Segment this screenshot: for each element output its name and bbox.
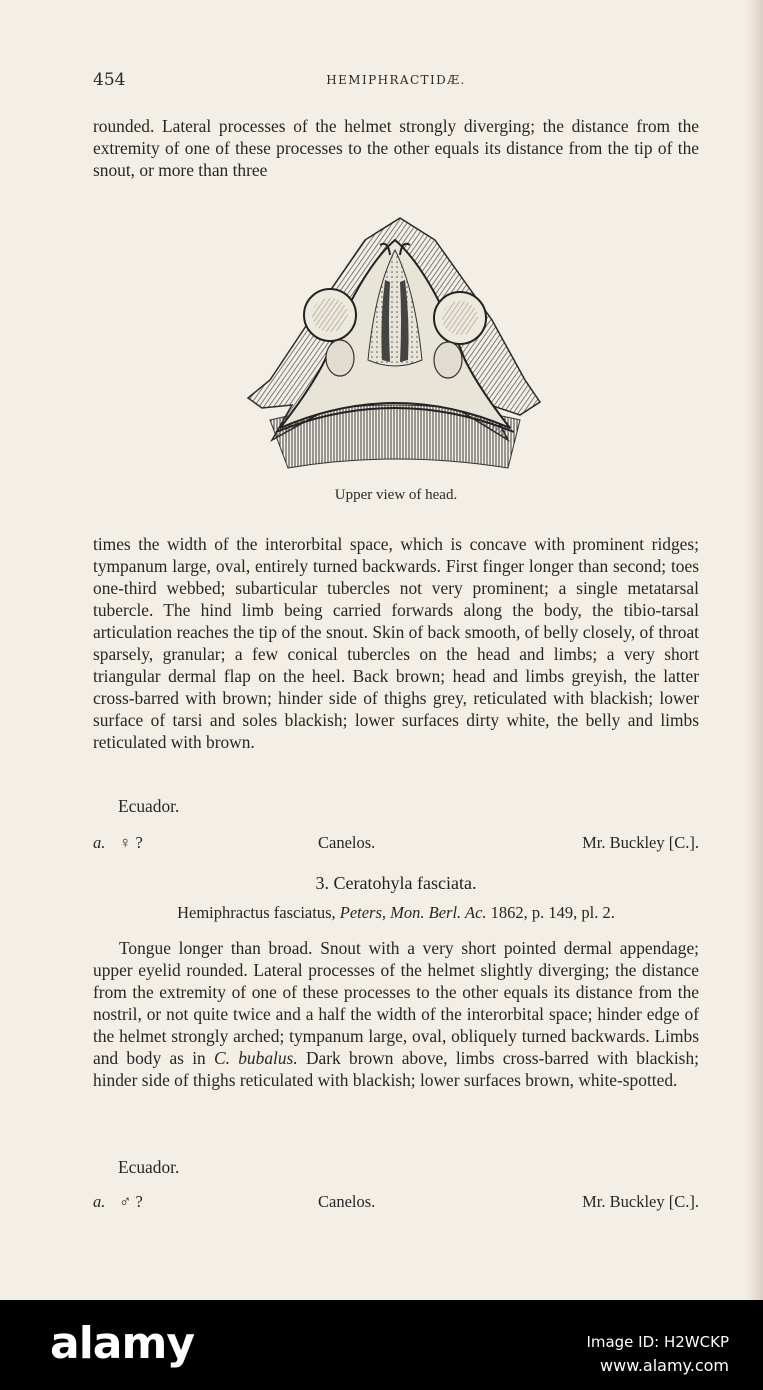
specimen-collector: Mr. Buckley [C.]. (582, 833, 699, 852)
specimen-letter: a. (93, 833, 106, 852)
page-number: 454 (93, 70, 126, 90)
head-illustration (240, 210, 550, 480)
specimen-row (93, 1192, 699, 1216)
specimen-collector: Mr. Buckley [C.]. (582, 1192, 699, 1211)
locality-label: Ecuador. (118, 1157, 180, 1177)
synonym-year: 1862, p. 149, pl. 2. (490, 903, 615, 922)
alamy-logo: alamy (50, 1318, 194, 1369)
specimen-sex: ♂ ? (119, 1192, 143, 1211)
description-paragraph: times the width of the interorbital space, which is concave with prominent ridges; tympanum large, oval, entirely turned backwards. First finger longer than second; toes one-third webbed; subarticular tubercles not very prominent; a single metatarsal tubercle. The hind limb being carried forwards along the body, the tibio-tarsal articulation reaches the tip of the snout. Skin of back smooth, of belly closely, of throat sparsely, granular; a few conical tubercles on the head and limbs; a very short triangular dermal flap on the heel. Back brown; head and limbs greyish, the latter cross-barred with brown; hinder side of thighs grey, reticulated with blackish; lower surface of tarsi and soles blackish; lower surfaces dirty white, the belly and limbs reticulated with brown. (93, 534, 699, 752)
stock-footer-bar (0, 1300, 763, 1390)
specimen-letter: a. (93, 1192, 106, 1211)
description-part-a: Tongue longer than broad. Snout with a very short pointed dermal appendage; upper eyelid rounded. Lateral processes of the helmet slightly diverging; the distance from the extremity of one of these processes to the other equals its distance from the nostril, or not quite twice and a half the width of the interorbital space; hinder edge of the helmet strongly arched; tympanum large, oval, obliquely turned backwards. Limbs and body as in (93, 938, 699, 1068)
synonym-reference: Peters, Mon. Berl. Ac. (339, 903, 487, 922)
frog-head-engraving (240, 210, 550, 480)
specimen-place: Canelos. (318, 1192, 376, 1211)
figure-caption: Upper view of head. (334, 487, 458, 503)
image-id: Image ID: H2WCKP (586, 1333, 729, 1351)
synonym-name: Hemiphractus fasciatus, (177, 903, 336, 922)
page-header (93, 70, 699, 94)
footer-meta (586, 1330, 729, 1378)
species-reference: C. bubalus. (214, 1048, 298, 1068)
species-heading: 3. Ceratohyla fasciata. (315, 873, 477, 893)
specimen-place: Canelos. (318, 833, 376, 852)
synonymy-line (93, 903, 699, 923)
specimen-sex: ♀ ? (119, 833, 143, 852)
specimen-row (93, 833, 699, 857)
description-part-b: Dark brown above, limbs cross-barred with blackish; hinder side of thighs reticulated with blackish; lower surfaces brown, white-spotted. (93, 1048, 699, 1090)
footer-url: www.alamy.com (600, 1356, 729, 1375)
paragraph-continued: rounded. Lateral processes of the helmet strongly diverging; the distance from the extremity of one of these processes to the other equals its distance from the tip of the snout, or more than three (93, 116, 699, 180)
species-description (93, 937, 699, 1091)
locality-label: Ecuador. (118, 796, 180, 816)
page-spine-shadow (745, 0, 763, 1300)
running-head: HEMIPHRACTIDÆ. (326, 73, 466, 87)
